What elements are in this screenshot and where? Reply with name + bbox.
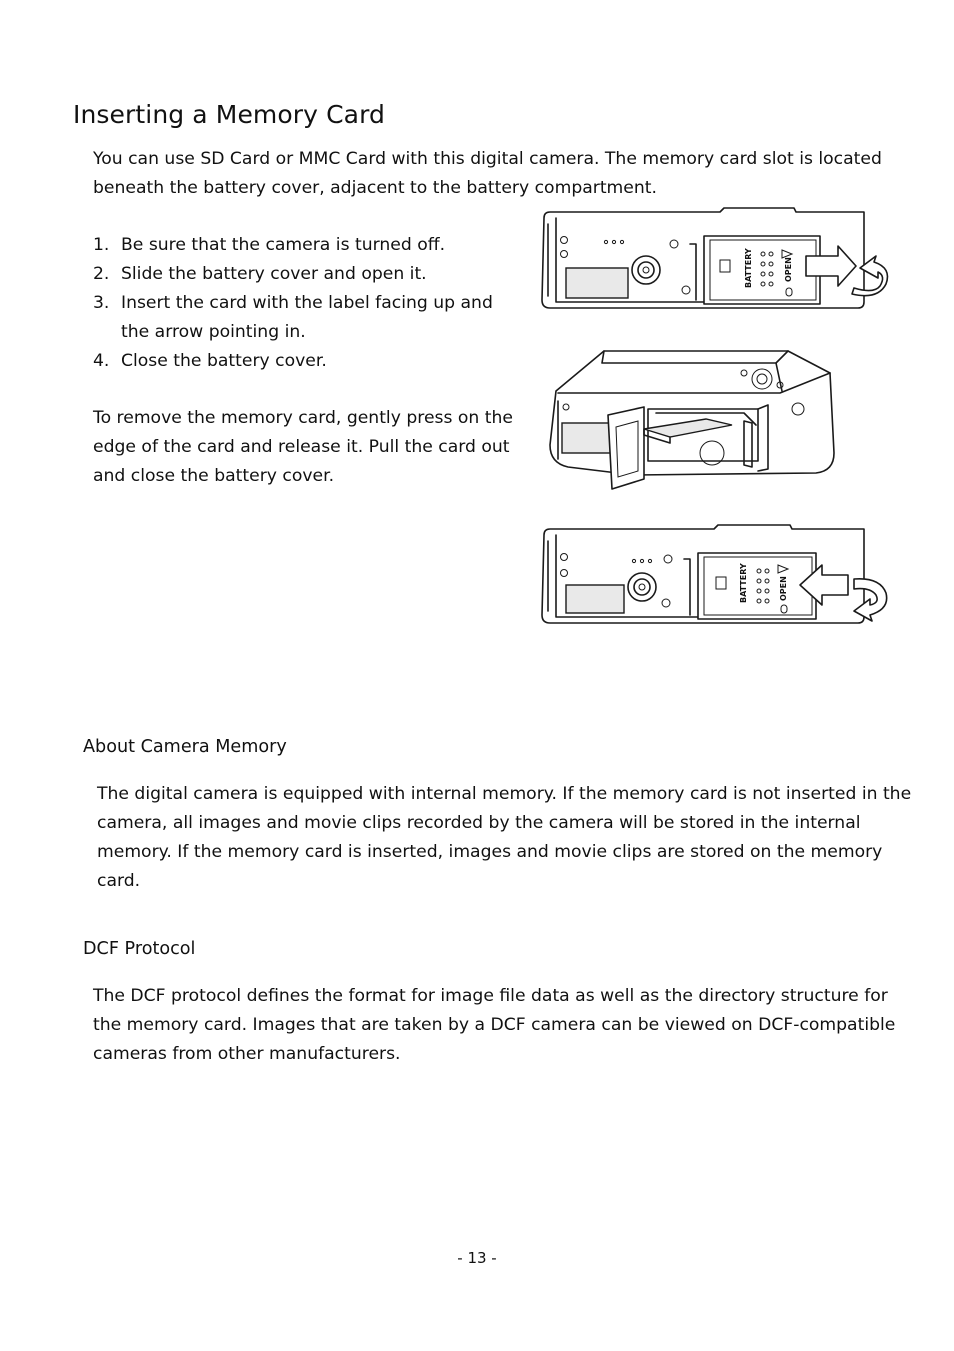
open-label: OPEN [784,257,793,282]
step-number: 4. [93,351,110,371]
figure-insert-card [544,343,840,493]
page-title: Inserting a Memory Card [73,100,385,129]
step-text: Close the battery cover. [121,351,327,371]
open-label: OPEN [779,576,788,601]
step-number: 2. [93,264,110,284]
figure-close-cover [534,523,898,635]
steps-list [93,231,523,376]
step-text: Insert the card with the label facing up and the arrow pointing in. [121,293,493,342]
list-item [93,289,523,347]
list-item [93,260,523,289]
about-memory-heading: About Camera Memory [83,737,287,757]
intro-or: or [270,149,299,169]
dcf-protocol-paragraph: The DCF protocol defines the format for image file data as well as the directory structure for the memory card. Images that are taken by a DCF camera can be viewed on DCF-compatible cameras from other manufacturers. [93,986,896,1064]
mmc-card-term: MMC Card [298,149,386,169]
open-battery-cover [608,407,644,489]
remove-card-paragraph: To remove the memory card, gently press on the edge of the card and release it. Pull the card out and close the battery cover. [93,408,513,486]
sd-card-term: SD Card [200,149,271,169]
about-memory-paragraph: The digital camera is equipped with internal memory. If the memory card is not inserted in the camera, all images and movie clips recorded by the camera will be stored in the internal memory. If the memory card is inserted, images and movie clips are stored on the memory card. [97,784,912,891]
page-number: - 13 - [457,1249,497,1267]
intro-suffix: with this digital camera. The memory card slot is located beneath the battery cover, adjacent to the battery compartment. [93,149,882,198]
dcf-protocol-heading: DCF Protocol [83,939,196,959]
step-text: Be sure that the camera is turned off. [121,235,446,255]
step-text: Slide the battery cover and open it. [121,264,427,284]
step-number: 3. [93,293,110,313]
step-number: 1. [93,235,110,255]
battery-cover [704,236,820,304]
list-item [93,347,523,376]
battery-label: BATTERY [739,563,748,603]
intro-prefix: You can use [93,149,201,169]
battery-label: BATTERY [744,248,753,288]
intro-paragraph [93,145,893,203]
list-item [93,231,523,260]
figure-open-cover [534,204,898,320]
